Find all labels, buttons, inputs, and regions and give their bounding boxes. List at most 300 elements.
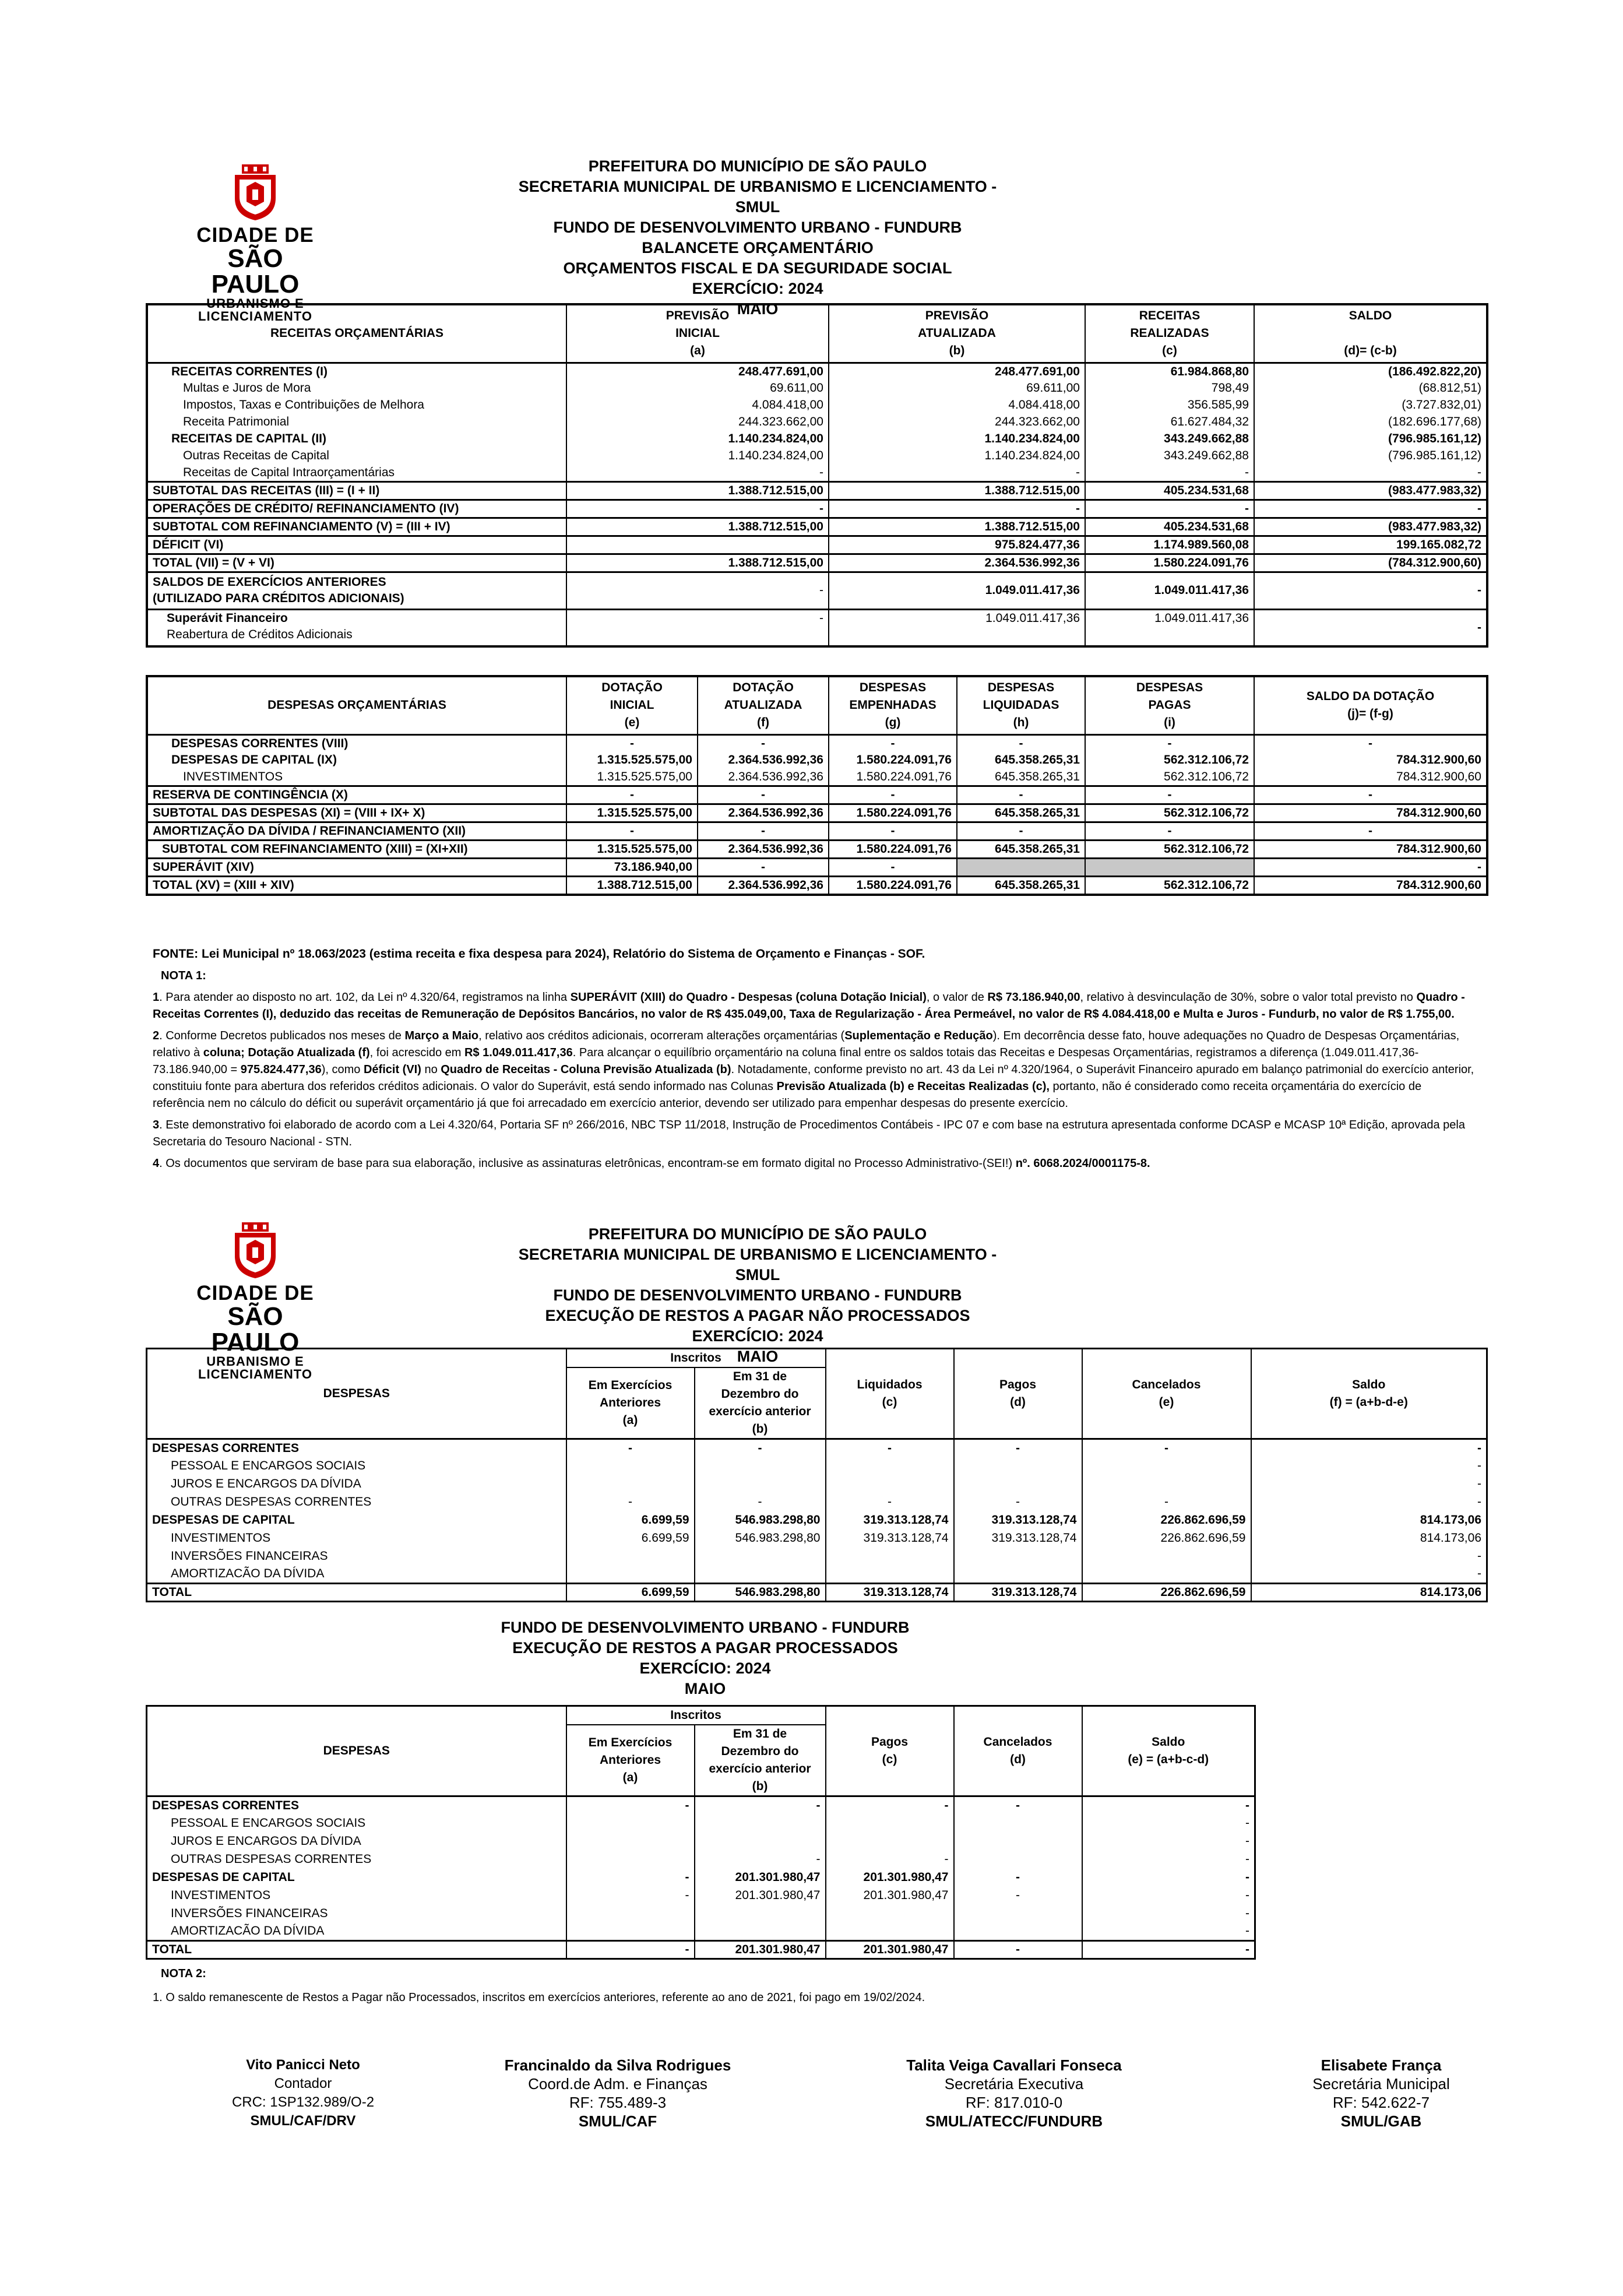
cell-value: - (954, 1887, 1082, 1905)
cell-value: 201.301.980,47 (826, 1887, 954, 1905)
cell-value: 201.301.980,47 (695, 1887, 826, 1905)
cell-value: - (566, 1439, 695, 1457)
table-row (147, 1796, 1255, 1815)
cell-value: 343.249.662,88 (1085, 431, 1254, 448)
cell-value: 319.313.128,74 (954, 1530, 1082, 1548)
row-label: DESPESAS CORRENTES (147, 1439, 566, 1457)
signer-id: RF: 755.489-3 (569, 2094, 667, 2111)
cell-value (695, 1833, 826, 1851)
row-label: INVESTIMENTOS (147, 1530, 566, 1548)
cell-value: 248.477.691,00 (829, 363, 1085, 380)
cell-value: 645.358.265,31 (957, 840, 1085, 858)
signer-id: CRC: 1SP132.989/O-2 (231, 2094, 375, 2110)
cell-value (695, 1923, 826, 1941)
nota2 (153, 1966, 1476, 2011)
cell-value: 814.173,06 (1420, 1513, 1481, 1527)
liquidados-header: Liquidados (c) (826, 1349, 954, 1439)
cell-value: - (954, 1439, 1082, 1457)
signature-block (192, 2056, 414, 2130)
saldo-header: Saldo (f) = (a+b-d-e) (1251, 1349, 1487, 1439)
saldo-header: Saldo (e) = (a+b-c-d) (1082, 1706, 1255, 1796)
cell-value: - (1085, 786, 1254, 804)
signer-id: RF: 817.010-0 (965, 2094, 1063, 2111)
cell-value: - (957, 786, 1085, 804)
cell-value: - (957, 734, 1085, 752)
logo-line3: URBANISMO E (206, 1354, 304, 1369)
row-label: INVERSÕES FINANCEIRAS (147, 1548, 566, 1566)
signer-name: Vito Panicci Neto (246, 2057, 360, 2073)
table-row (147, 1869, 1255, 1887)
header-line: MAIO (737, 300, 779, 318)
row-label: Receita Patrimonial (147, 414, 566, 431)
row-label: Outras Receitas de Capital (147, 448, 566, 465)
nota2-title: NOTA 2: (161, 1967, 206, 1980)
cell-value: - (695, 1493, 826, 1511)
cell-value (826, 1905, 954, 1923)
cell-value: 1.580.224.091,76 (1085, 554, 1254, 572)
rpnp-body (147, 1439, 1487, 1602)
table-row (147, 769, 1487, 786)
cell-value (826, 1566, 954, 1584)
cell-value: - (829, 500, 1085, 518)
cell-value: - (566, 1887, 695, 1905)
signer-unit: SMUL/CAF/DRV (250, 2113, 356, 2129)
nota1-paragraph-4: 4. Os documentos que serviram de base para sua elaboração, inclusive as assinaturas eletrônicas, encontram-se em formato digital no Processo Administrativo-(SEI!) nº. 6068.2024/0001175-8. (153, 1157, 1150, 1170)
signature-block (874, 2056, 1154, 2130)
table-row (147, 572, 1487, 609)
cell-value: 4.084.418,00 (566, 397, 829, 414)
cell-value: 1.140.234.824,00 (829, 448, 1085, 465)
cell-value: 226.862.696,59 (1082, 1511, 1251, 1530)
cell-value: 784.312.900,60 (1396, 753, 1481, 766)
cell-value: - (566, 465, 829, 482)
cell-value: - (1245, 1798, 1249, 1812)
signer-role: Secretária Executiva (944, 2075, 1084, 2093)
header-line: MAIO (684, 1680, 726, 1697)
cell-value: 562.312.106,72 (1085, 876, 1254, 895)
cell-value (1082, 1548, 1251, 1566)
logo-line2: SÃO PAULO (211, 1302, 300, 1356)
cell-value: 546.983.298,80 (695, 1530, 826, 1548)
pagos-header: Pagos (d) (954, 1349, 1082, 1439)
cell-value (1085, 858, 1254, 876)
cell-value: 201.301.980,47 (826, 1941, 954, 1959)
cell-value: 1.580.224.091,76 (829, 804, 957, 822)
cell-value (566, 1548, 695, 1566)
cell-value (826, 1923, 954, 1941)
signer-name: Elisabete França (1321, 2056, 1442, 2074)
cell-value: 199.165.082,72 (1254, 536, 1487, 554)
cell-value (566, 1833, 695, 1851)
cell-value (826, 1815, 954, 1833)
logo-line2: SÃO PAULO (211, 244, 300, 298)
cell-value: 69.611,00 (829, 380, 1085, 397)
cell-value: 2.364.536.992,36 (698, 769, 829, 786)
table-row (147, 536, 1487, 554)
table-row (147, 465, 1487, 482)
cell-value: - (695, 1439, 826, 1457)
rpp-body (147, 1796, 1255, 1959)
row-label: AMORTIZACÃO DA DÍVIDA (147, 1566, 566, 1584)
signer-role: Secretária Municipal (1312, 2075, 1450, 2093)
cell-value: 1.049.011.417,36 (829, 609, 1085, 646)
cell-value: 244.323.662,00 (829, 414, 1085, 431)
cell-value: 562.312.106,72 (1085, 840, 1254, 858)
cell-value: (3.727.832,01) (1402, 398, 1481, 412)
table-row (147, 1457, 1487, 1475)
cell-value: - (826, 1493, 954, 1511)
row-label: TOTAL (VII) = (V + VI) (147, 554, 566, 572)
logo-line1: CIDADE DE (196, 1282, 314, 1305)
cell-value (695, 1475, 826, 1493)
cell-value: - (1245, 1889, 1249, 1902)
cell-value: - (566, 500, 829, 518)
logo-cidade-sp (188, 163, 322, 323)
em-31-dezembro-header: Em 31 de Dezembro do exercício anterior (b) (695, 1725, 826, 1796)
table-row (147, 363, 1487, 380)
receitas-header-label: RECEITAS ORÇAMENTÁRIAS (147, 304, 566, 363)
cell-value: - (1477, 583, 1481, 597)
cell-value (954, 1923, 1082, 1941)
table-row (147, 876, 1487, 895)
cell-value: - (566, 786, 698, 804)
row-label: DESPESAS DE CAPITAL (147, 1511, 566, 1530)
cell-value: 784.312.900,60 (1254, 876, 1487, 895)
cell-value: - (1477, 1477, 1481, 1490)
cell-value: 244.323.662,00 (566, 414, 829, 431)
cell-value: 319.313.128,74 (954, 1584, 1082, 1602)
signer-unit: SMUL/ATECC/FUNDURB (925, 2112, 1103, 2130)
cell-value: 784.312.900,60 (1396, 769, 1481, 783)
row-label: DESPESAS DE CAPITAL (IX) (147, 752, 566, 769)
row-label: RECEITAS DE CAPITAL (II) (147, 431, 566, 448)
cell-value: - (829, 734, 957, 752)
cancelados-header: Cancelados (e) (1082, 1349, 1251, 1439)
cell-value: 226.862.696,59 (1082, 1530, 1251, 1548)
cell-value (957, 858, 1085, 876)
cell-value: - (566, 734, 698, 752)
row-label: Impostos, Taxas e Contribuições de Melhora (147, 397, 566, 414)
cell-value: - (1245, 1870, 1249, 1884)
cell-value: (796.985.161,12) (1388, 432, 1481, 445)
cell-value: - (1082, 1493, 1251, 1511)
cell-value: 562.312.106,72 (1085, 752, 1254, 769)
table-row (147, 1815, 1255, 1833)
cell-value: 562.312.106,72 (1085, 769, 1254, 786)
row-label: AMORTIZACÃO DA DÍVIDA (147, 1923, 566, 1941)
table-row (147, 840, 1487, 858)
cell-value: 1.388.712.515,00 (566, 554, 829, 572)
cell-value: 248.477.691,00 (566, 363, 829, 380)
row-label: TOTAL (147, 1941, 566, 1959)
cell-value: - (566, 1796, 695, 1815)
nota2-paragraph-1: 1. O saldo remanescente de Restos a Pagar não Processados, inscritos em exercícios anteriores, referente ao ano de 2021, foi pago em 19/02/2024. (153, 1991, 925, 2004)
cell-value: 405.234.531,68 (1085, 518, 1254, 536)
table-row (147, 1923, 1255, 1941)
table-row (147, 380, 1487, 397)
logo-line4: LICENCIAMENTO (198, 309, 312, 324)
cell-value: 1.388.712.515,00 (829, 481, 1085, 500)
cell-value: 784.312.900,60 (1254, 840, 1487, 858)
row-label: INVERSÕES FINANCEIRAS (147, 1905, 566, 1923)
inscritos-header: Inscritos (566, 1706, 826, 1725)
table-row (147, 786, 1487, 804)
table-row (147, 1905, 1255, 1923)
cell-value: - (698, 822, 829, 840)
cell-value: - (1254, 786, 1487, 804)
cell-value (1082, 1475, 1251, 1493)
cell-value: - (1245, 1834, 1249, 1848)
cell-value: - (829, 465, 1085, 482)
row-label: SUBTOTAL DAS DESPESAS (XI) = (VIII + IX+ X) (147, 804, 566, 822)
row-label: JUROS E ENCARGOS DA DÍVIDA (147, 1475, 566, 1493)
signer-id: RF: 542.622-7 (1332, 2094, 1430, 2111)
header-line: EXECUÇÃO DE RESTOS A PAGAR PROCESSADOS (512, 1639, 898, 1657)
row-label: OUTRAS DESPESAS CORRENTES (147, 1493, 566, 1511)
cell-value: 562.312.106,72 (1085, 804, 1254, 822)
table-row (147, 1833, 1255, 1851)
dotacao-atualizada-header: DOTAÇÃO ATUALIZADA (f) (698, 676, 829, 734)
row-label: TOTAL (147, 1584, 566, 1602)
table-row (147, 1475, 1487, 1493)
cell-value (954, 1566, 1082, 1584)
cell-value: - (1254, 858, 1487, 876)
cell-value (566, 1815, 695, 1833)
pagos-header: Pagos (c) (826, 1706, 954, 1796)
cell-value: - (695, 1851, 826, 1869)
header-line: EXERCÍCIO: 2024 (692, 280, 823, 297)
cell-value: - (957, 822, 1085, 840)
table-row (147, 822, 1487, 840)
cell-value: - (566, 1941, 695, 1959)
cell-value (1082, 1566, 1251, 1584)
table-row (147, 1548, 1487, 1566)
cell-value (566, 1923, 695, 1941)
cell-value: 645.358.265,31 (957, 804, 1085, 822)
cell-value: - (1477, 1567, 1481, 1581)
table-row (147, 1566, 1487, 1584)
cell-value: 1.388.712.515,00 (829, 518, 1085, 536)
table-row (147, 554, 1487, 572)
cell-value: 2.364.536.992,36 (698, 876, 829, 895)
row-label: Receitas de Capital Intraorçamentárias (147, 465, 566, 482)
em-exercicios-anteriores-header: Em Exercícios Anteriores (a) (566, 1367, 695, 1439)
cell-value: - (826, 1796, 954, 1815)
cell-value: (186.492.822,20) (1388, 364, 1481, 378)
cell-value: 1.049.011.417,36 (1085, 572, 1254, 609)
city-coat-of-arms-icon (229, 163, 281, 221)
cell-value: - (1085, 734, 1254, 752)
cell-value: - (1477, 1495, 1481, 1509)
cell-value: 226.862.696,59 (1082, 1584, 1251, 1602)
cell-value: - (1245, 1816, 1249, 1830)
header-line: EXECUÇÃO DE RESTOS A PAGAR NÃO PROCESSADOS (545, 1307, 970, 1324)
cell-value: (68.812,51) (1418, 381, 1481, 395)
cell-value: - (1245, 1924, 1249, 1938)
logo-line1: CIDADE DE (196, 224, 314, 247)
saldo-dotacao-header: SALDO DA DOTAÇÃO (j)= (f-g) (1254, 676, 1487, 734)
cell-value: 546.983.298,80 (695, 1584, 826, 1602)
row-label: DESPESAS CORRENTES (147, 1796, 566, 1815)
em-exercicios-anteriores-header: Em Exercícios Anteriores (a) (566, 1725, 695, 1796)
header-line: PREFEITURA DO MUNICÍPIO DE SÃO PAULO (588, 157, 927, 175)
despesas-table (146, 675, 1488, 896)
cell-value: 2.364.536.992,36 (829, 554, 1085, 572)
cell-value: - (1477, 465, 1481, 479)
cell-value (954, 1815, 1082, 1833)
nota1-paragraph-1: 1. Para atender ao disposto no art. 102, da Lei nº 4.320/64, registramos na linha SUPERÁVIT (XIII) do Quadro - Despesas (coluna Dotação Inicial), o valor de R$ 73.186.940,00, relativo à desvinculação de 30%, sobre o valor total previsto no Quadro - Receitas Correntes (I), deduzido das receitas de Remuneração de Depósitos Bancários, no valor de R$ 435.049,00, Taxa de Regularização - Área Permeável, no valor de R$ 4.084.418,00 e Multa e Juros - Fundurb, no valor de R$ 1.755,00. (153, 991, 1465, 1021)
receitas-realizadas-header: RECEITAS REALIZADAS (c) (1085, 304, 1254, 363)
nota1-paragraph-3: 3. Este demonstrativo foi elaborado de acordo com a Lei 4.320/64, Portaria SF nº 266/2016, NBC TSP 11/2018, Instrução de Procedimentos Contábeis - IPC 07 e com base na estrutura apresentada conforme DCASP e MCASP 10ª Edição, aprovada pela Secretaria do Tesouro Nacional - STN. (153, 1119, 1465, 1148)
dotacao-inicial-header: DOTAÇÃO INICIAL (e) (566, 676, 698, 734)
table-row (147, 1584, 1487, 1602)
cell-value: 1.140.234.824,00 (566, 431, 829, 448)
row-label: PESSOAL E ENCARGOS SOCIAIS (147, 1815, 566, 1833)
cell-value: - (698, 786, 829, 804)
cell-value: 1.049.011.417,36 (1085, 609, 1254, 646)
cell-value: - (826, 1851, 954, 1869)
cell-value: - (1085, 465, 1254, 482)
header-line: MAIO (737, 1348, 779, 1365)
cell-value: - (1368, 736, 1372, 750)
row-label: JUROS E ENCARGOS DA DÍVIDA (147, 1833, 566, 1851)
cell-value: 73.186.940,00 (566, 858, 698, 876)
nota1 (153, 968, 1476, 1177)
cell-value: 1.140.234.824,00 (829, 431, 1085, 448)
cell-value: 201.301.980,47 (695, 1869, 826, 1887)
table-row (147, 481, 1487, 500)
em-31-dezembro-header: Em 31 de Dezembro do exercício anterior (b) (695, 1367, 826, 1439)
cell-value: 1.315.525.575,00 (566, 804, 698, 822)
row-label: SUBTOTAL COM REFINANCIAMENTO (XIII) = (XI+XII) (147, 840, 566, 858)
cancelados-header: Cancelados (d) (954, 1706, 1082, 1796)
cell-value: 2.364.536.992,36 (698, 804, 829, 822)
cell-value: - (1254, 822, 1487, 840)
cell-value (695, 1815, 826, 1833)
cell-value (954, 1457, 1082, 1475)
table-row (147, 414, 1487, 431)
cell-value (566, 1566, 695, 1584)
cell-value: - (566, 609, 829, 646)
cell-value: 1.315.525.575,00 (566, 769, 698, 786)
cell-value: - (566, 1869, 695, 1887)
cell-value: - (954, 1493, 1082, 1511)
row-label: OPERAÇÕES DE CRÉDITO/ REFINANCIAMENTO (IV) (147, 500, 566, 518)
cell-value (826, 1475, 954, 1493)
header-line: EXERCÍCIO: 2024 (639, 1659, 771, 1677)
restos-nao-processados-table (146, 1348, 1488, 1602)
cell-value: - (566, 822, 698, 840)
cell-value: 975.824.477,36 (829, 536, 1085, 554)
rpp-header (455, 1618, 956, 1699)
nota1-title: NOTA 1: (161, 969, 206, 982)
cell-value: 1.315.525.575,00 (566, 840, 698, 858)
row-label: SUBTOTAL DAS RECEITAS (III) = (I + II) (147, 481, 566, 500)
row-label: RECEITAS CORRENTES (I) (147, 363, 566, 380)
cell-value: 405.234.531,68 (1085, 481, 1254, 500)
despesas-pagas-header: DESPESAS PAGAS (i) (1085, 676, 1254, 734)
cell-value: (983.477.983,32) (1254, 481, 1487, 500)
cell-value: (983.477.983,32) (1254, 518, 1487, 536)
cell-value: (182.696.177,68) (1388, 415, 1481, 428)
cell-value: 814.173,06 (1420, 1531, 1481, 1545)
row-label: TOTAL (XV) = (XIII + XIV) (147, 876, 566, 895)
cell-value: 61.984.868,80 (1085, 363, 1254, 380)
table-row (147, 1851, 1255, 1869)
despesas-header: DESPESAS (147, 1706, 566, 1796)
table-row (147, 448, 1487, 465)
cell-value: 319.313.128,74 (826, 1530, 954, 1548)
row-label: PESSOAL E ENCARGOS SOCIAIS (147, 1457, 566, 1475)
receitas-table (146, 303, 1488, 648)
nota1-paragraph-2: 2. Conforme Decretos publicados nos meses de Março a Maio, relativo aos créditos adicionais, ocorreram alterações orçamentárias (Suplementação e Redução). Em decorrência desse fato, houve adequações no Quadro de Despesas Orçamentárias, relativo à coluna; Dotação Atualizada (f), foi acrescido em R$ 1.049.011.417,36. Para alcançar o equilíbrio orçamentário na coluna final entre os saldos totais das Receitas e Despesas Orçamentárias, registramos a diferença (1.049.011.417,36-73.186.940,00 = 975.824.477,36), como Déficit (VI) no Quadro de Receitas - Coluna Previsão Atualizada (b). Notadamente, conforme previsto no art. 43 da Lei nº 4.320/1964, o Superávit Financeiro apurado em balanço patrimonial do exercício anterior, constituiu fonte para abertura dos referidos créditos adicionais. O valor do Superávit, está sendo informado nas Colunas Previsão Atualizada (b) e Receitas Realizadas (c), portanto, não é considerado como receita orçamentária do exercício de referência nem no cálculo do déficit ou superávit orçamentário já que foi arrecadado em exercício anterior, devendo ser utilizado para empenhar despesas do presente exercício. (153, 1029, 1474, 1110)
despesas-header-label: DESPESAS ORÇAMENTÁRIAS (147, 676, 566, 734)
cell-value: 4.084.418,00 (829, 397, 1085, 414)
row-label: OUTRAS DESPESAS CORRENTES (147, 1851, 566, 1869)
cell-value: - (954, 1941, 1082, 1959)
cell-value: 6.699,59 (566, 1584, 695, 1602)
signer-role: Coord.de Adm. e Finanças (528, 2075, 707, 2093)
row-label: AMORTIZAÇÃO DA DÍVIDA / REFINANCIAMENTO (XII) (147, 822, 566, 840)
cell-value: - (1477, 1441, 1481, 1455)
cell-value: - (826, 1439, 954, 1457)
cell-value: - (1082, 1439, 1251, 1457)
signer-name: Francinaldo da Silva Rodrigues (504, 2056, 731, 2074)
cell-value: - (698, 734, 829, 752)
despesas-liquidadas-header: DESPESAS LIQUIDADAS (h) (957, 676, 1085, 734)
cell-value: (784.312.900,60) (1254, 554, 1487, 572)
cell-value (954, 1851, 1082, 1869)
table-row (147, 1941, 1255, 1959)
cell-value: 645.358.265,31 (957, 752, 1085, 769)
superavit-label: Superávit Financeiro Reabertura de Créditos Adicionais (147, 609, 566, 646)
saldo-header: SALDO (d)= (c-b) (1254, 304, 1487, 363)
row-label: RESERVA DE CONTINGÊNCIA (X) (147, 786, 566, 804)
cell-value: 61.627.484,32 (1085, 414, 1254, 431)
despesas-header: DESPESAS (147, 1349, 566, 1439)
cell-value: 798,49 (1085, 380, 1254, 397)
table-row (147, 734, 1487, 752)
cell-value: - (1254, 500, 1487, 518)
city-coat-of-arms-icon (229, 1221, 281, 1279)
cell-value (954, 1905, 1082, 1923)
table-row (147, 804, 1487, 822)
cell-value (695, 1457, 826, 1475)
row-label: INVESTIMENTOS (147, 769, 566, 786)
cell-value: - (829, 858, 957, 876)
cell-value: - (566, 572, 829, 609)
cell-value: 645.358.265,31 (957, 876, 1085, 895)
cell-value (954, 1833, 1082, 1851)
cell-value: - (1245, 1907, 1249, 1920)
cell-value (826, 1457, 954, 1475)
cell-value: 6.699,59 (566, 1511, 695, 1530)
table-row (147, 1493, 1487, 1511)
cell-value: 1.388.712.515,00 (566, 518, 829, 536)
logo-line3: URBANISMO E (206, 296, 304, 311)
rpnp-header (507, 1224, 1008, 1367)
header-line: BALANCETE ORÇAMENTÁRIO (642, 239, 874, 256)
cell-value: - (829, 786, 957, 804)
fonte-note: FONTE: Lei Municipal nº 18.063/2023 (estima receita e fixa despesa para 2024), Relatório do Sistema de Orçamento e Finanças - SOF. (153, 947, 925, 961)
cell-value: - (954, 1796, 1082, 1815)
cell-value: 69.611,00 (566, 380, 829, 397)
cell-value: 201.301.980,47 (695, 1941, 826, 1959)
cell-value: 645.358.265,31 (957, 769, 1085, 786)
table-row (147, 431, 1487, 448)
cell-value: 319.313.128,74 (826, 1511, 954, 1530)
cell-value (566, 1457, 695, 1475)
